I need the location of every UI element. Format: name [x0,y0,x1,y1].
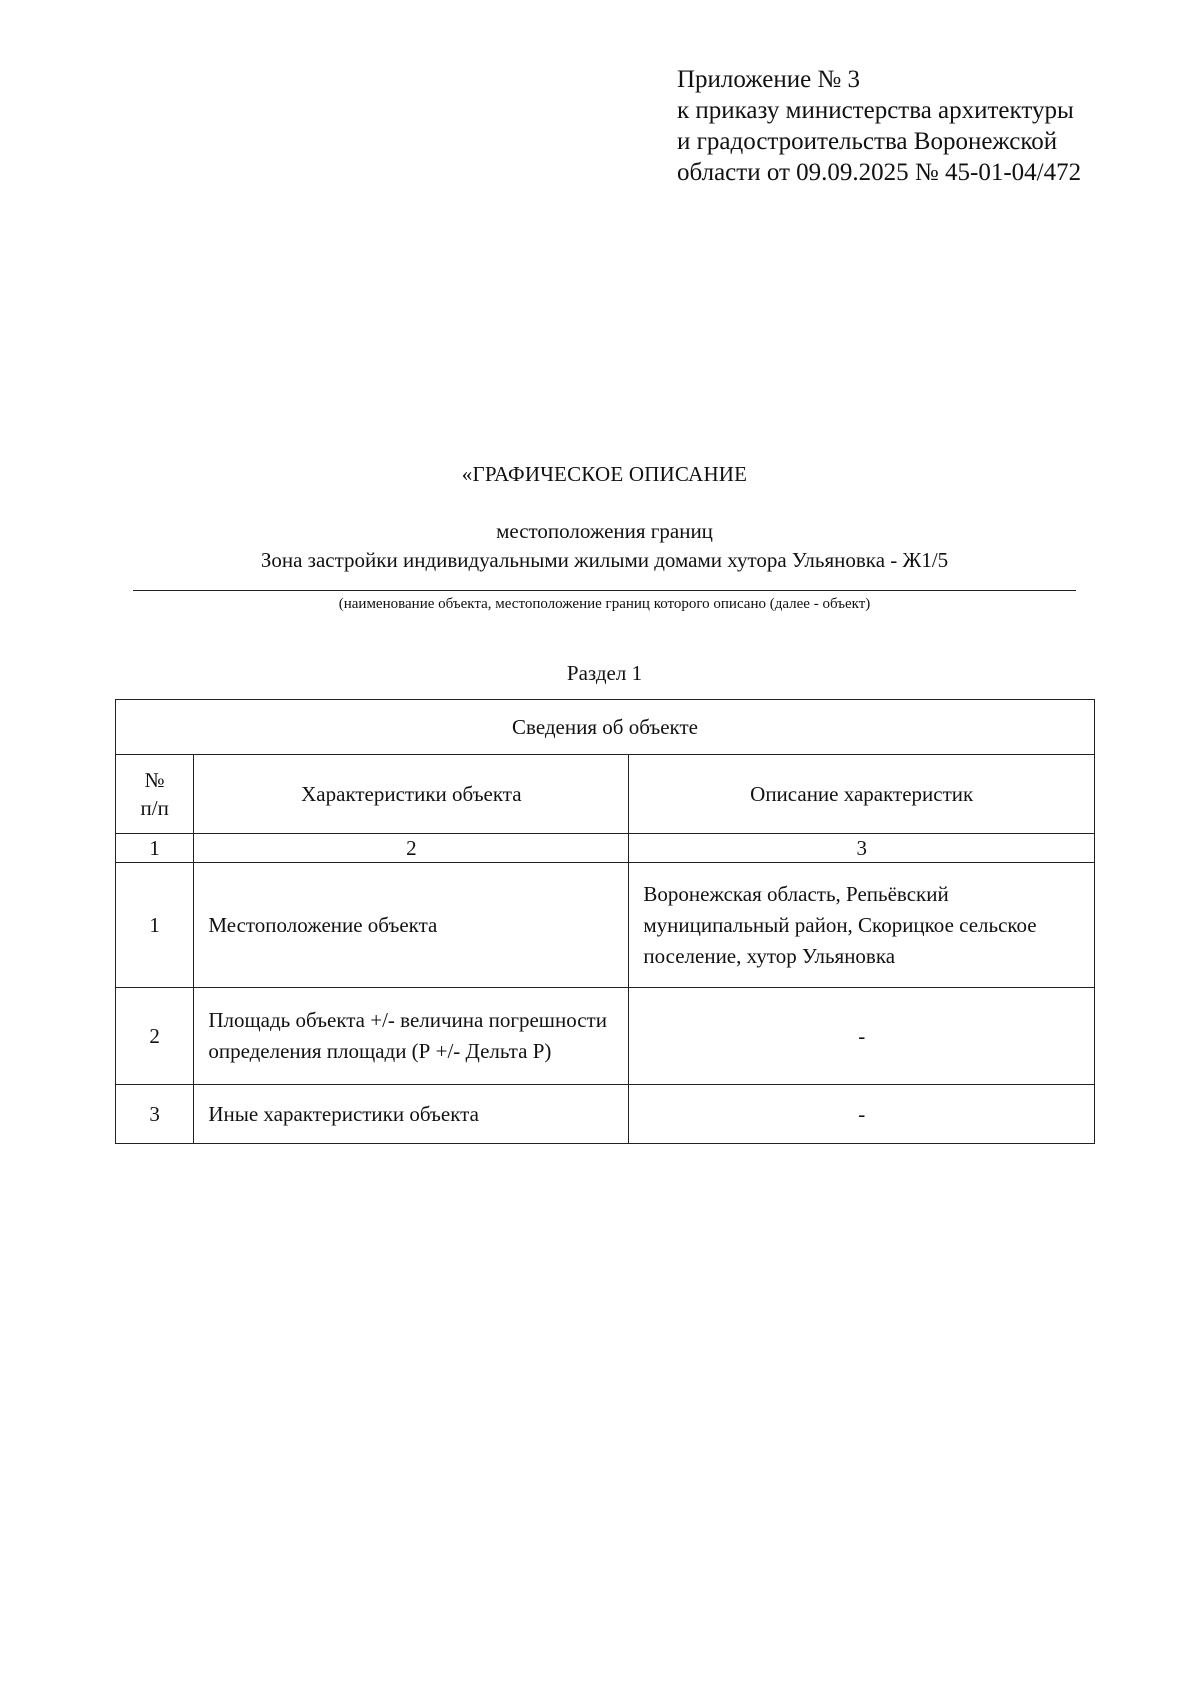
row-characteristic: Местоположение объекта [194,863,629,988]
table-row [116,863,1095,988]
row-number: 2 [116,988,194,1085]
object-name: Зона застройки индивидуальными жилыми домами хутора Ульяновка - Ж1/5 [260,548,949,572]
table-row [116,1085,1095,1144]
document-subtitle: местоположения границ [496,519,713,543]
header-characteristic: Характеристики объекта [194,755,629,834]
table-row [116,988,1095,1085]
row-description: - [629,1085,1095,1144]
row-description: - [629,988,1095,1085]
column-number-3: 3 [629,834,1095,863]
appendix-block [677,64,1081,188]
appendix-line-4: области от 09.09.2025 № 45-01-04/472 [677,159,1082,186]
row-characteristic: Иные характеристики объекта [194,1085,629,1144]
table-header-row [116,755,1095,834]
row-number: 3 [116,1085,194,1144]
object-name-caption: (наименование объекта, местоположение границ которого описано (далее - объект) [338,596,871,612]
row-characteristic: Площадь объекта +/- величина погрешности определения площади (Р +/- Дельта Р) [194,988,629,1085]
table-caption: Сведения об объекте [116,700,1095,755]
header-number [116,755,194,834]
row-number: 1 [116,863,194,988]
appendix-line-3: и градостроительства Воронежской [677,128,1058,155]
row-description: Воронежская область, Репьёвский муниципальный район, Скорицкое сельское поселение, хутор Ульяновка [629,863,1095,988]
appendix-line-2: к приказу министерства архитектуры [677,97,1074,124]
object-name-underline [133,590,1076,591]
column-number-1: 1 [116,834,194,863]
header-number-label: № п/п [140,768,169,820]
object-info-table [115,699,1095,1144]
appendix-line-1: Приложение № 3 [677,66,861,93]
table-caption-row [116,700,1095,755]
header-description: Описание характеристик [629,755,1095,834]
column-number-2: 2 [194,834,629,863]
document-title: «ГРАФИЧЕСКОЕ ОПИСАНИЕ [461,462,748,486]
column-number-row [116,834,1095,863]
section-title: Раздел 1 [566,661,643,685]
